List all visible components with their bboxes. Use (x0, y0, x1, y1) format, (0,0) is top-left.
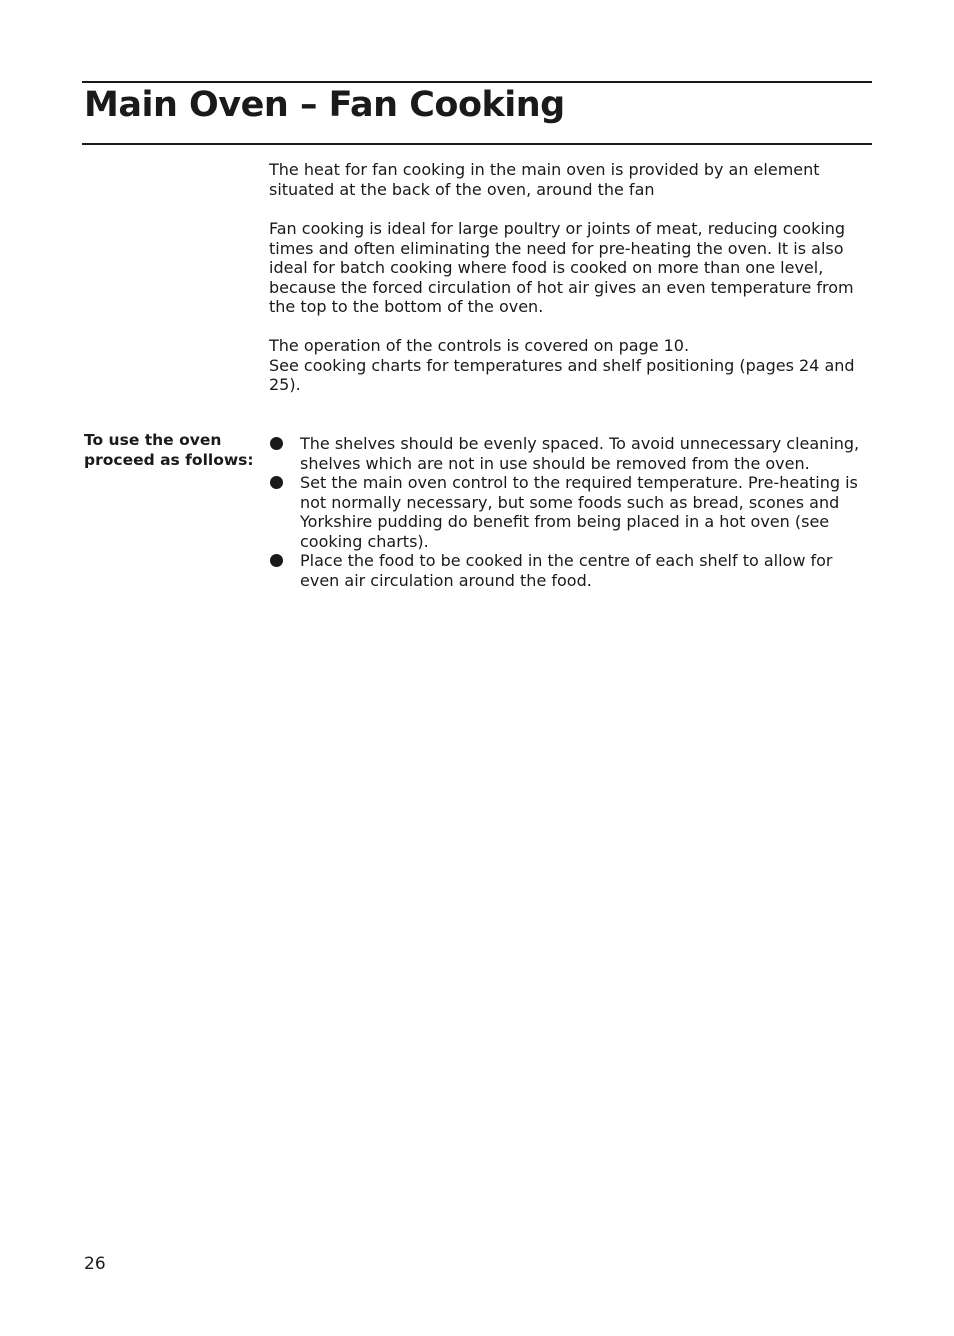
list-item-text: Set the main oven control to the required temperature. Pre-heating is not normally necessary, but some foods such as bread, scones and Yorkshire pudding do benefit from being placed in a hot oven (see cooking charts). (300, 473, 858, 551)
page-number: 26 (84, 1254, 106, 1274)
list-item-text: Place the food to be cooked in the centre of each shelf to allow for even air circulation around the food. (300, 551, 833, 590)
controls-reference-paragraph (269, 336, 871, 395)
bullet-icon (270, 476, 283, 489)
list-item (269, 473, 871, 551)
bullet-icon (270, 437, 283, 450)
instructions-label (84, 431, 264, 470)
instructions-label-line: To use the oven (84, 431, 222, 449)
list-item (269, 551, 871, 590)
controls-reference-line: The operation of the controls is covered on page 10. (269, 336, 690, 355)
instructions-list (269, 434, 871, 590)
title-bottom-rule (82, 143, 872, 145)
list-item (269, 434, 871, 473)
bullet-icon (270, 554, 283, 567)
charts-reference-line: See cooking charts for temperatures and shelf positioning (pages 24 and 25). (269, 355, 855, 394)
intro-paragraph: The heat for fan cooking in the main oven is provided by an element situated at the back of the oven, around the fan (269, 160, 820, 199)
intro-paragraph: Fan cooking is ideal for large poultry or joints of meat, reducing cooking times and often eliminating the need for pre-heating the oven. It is also ideal for batch cooking where food is cooked on more than one level, because the forced circulation of hot air gives an even temperature from the top to the bottom of the oven. (269, 219, 854, 316)
instructions-label-line: proceed as follows: (84, 450, 254, 469)
page-title: Main Oven – Fan Cooking (84, 85, 565, 125)
list-item-text: The shelves should be evenly spaced. To avoid unnecessary cleaning, shelves which are not in use should be removed from the oven. (300, 434, 860, 473)
